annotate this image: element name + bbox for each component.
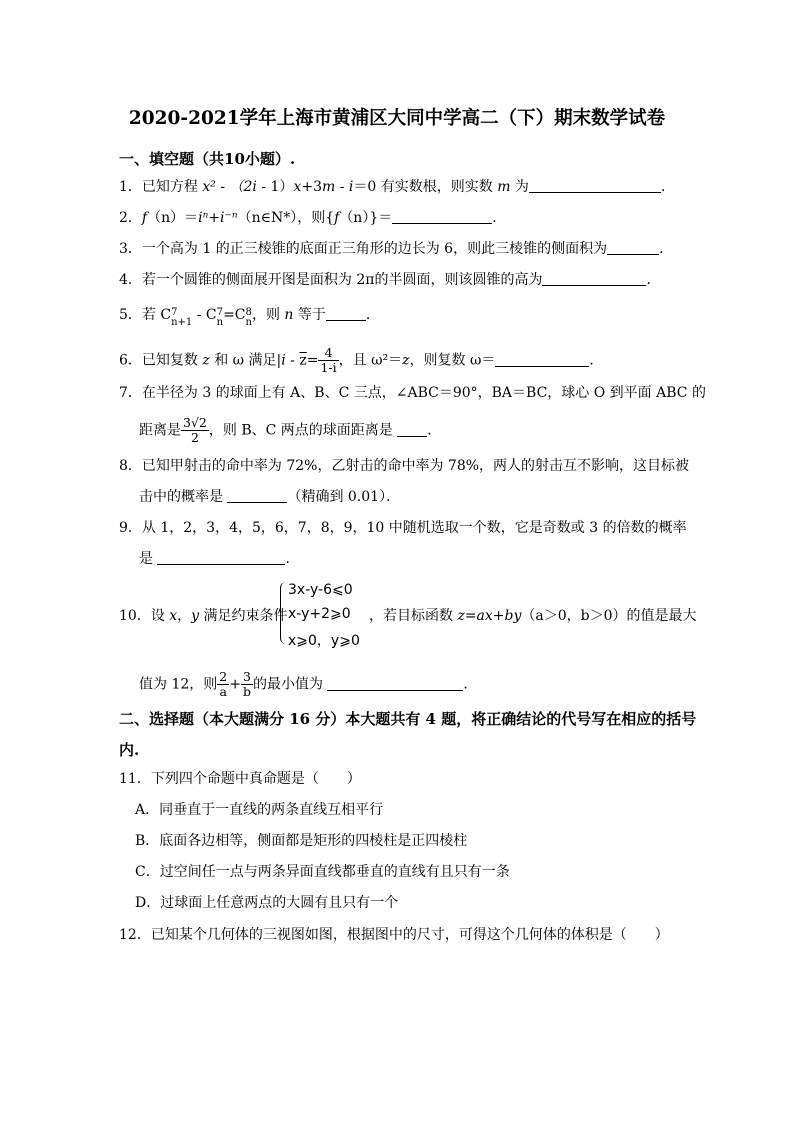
question-12-stem: 12．已知某个几何体的三视图如图，根据图中的尺寸，可得这个几何体的体积是（ ） <box>119 927 669 943</box>
section-1-heading: 一、填空题（共10小题）. <box>119 150 296 168</box>
question-11-option-c[interactable]: C．过空间任一点与两条异面直线都垂直的直线有且只有一条 <box>135 864 510 880</box>
answer-blank-7[interactable] <box>397 422 427 437</box>
question-5: 5．若 C 7 n+1 - C 7 n =C 8 n ，则 n 等于 ． <box>119 307 380 328</box>
fraction-3sqrt2-over-2: $\frac{3√2}{2}$ <box>183 415 207 445</box>
question-10-line-1: 10．设 x，y 满足约束条件 <box>119 608 288 624</box>
question-11-option-d[interactable]: D．过球面上任意两点的大圆有且只有一个 <box>135 895 399 911</box>
section-2-heading-line-1: 二、选择题（本大题满分 16 分）本大题共有 4 题，将正确结论的代号写在相应的括号 <box>119 710 697 728</box>
question-11-option-b[interactable]: B．底面各边相等，侧面都是矩形的四棱柱是正四棱柱 <box>135 833 468 849</box>
question-10-line-1-tail: ，若目标函数 z=ax+by（a＞0，b＞0）的值是最大 <box>369 608 697 624</box>
question-1: 1．已知方程 x² - （2i - 1）x+3m - i＝0 有实数根，则实数 m 为 ． <box>119 179 675 195</box>
question-3: 3．一个高为 1 的正三棱锥的底面正三角形的边长为 6，则此三棱锥的侧面积为 ． <box>119 241 674 257</box>
question-11-option-a[interactable]: A．同垂直于一直线的两条直线互相平行 <box>135 802 384 818</box>
question-7-line-2: 距离是 $\frac{3√2}{2}$ ，则 B、C 两点的球面距离是 ． <box>139 415 442 445</box>
question-2: 2．f（n）＝iⁿ+i⁻ⁿ（n∈N*），则{f（n）}＝ ． <box>119 210 507 226</box>
answer-blank-1[interactable] <box>529 178 661 193</box>
constraint-1: 3x-y-6⩽0 <box>288 582 353 598</box>
question-4: 4．若一个圆锥的侧面展开图是面积为 2π的半圆面，则该圆锥的高为 ． <box>119 272 661 288</box>
question-10-line-2: 值为 12，则 $\frac{2}{a}$ + $\frac{3}{b}$ 的最小值为 ． <box>139 669 478 699</box>
question-6: 6．已知复数 z 和 ω 满足$|i - \overline{z}=$ $\frac{4}{1-i}$ ，且 ω²＝z，则复数 ω＝ ． <box>119 345 604 375</box>
question-11-stem: 11．下列四个命题中真命题是（ ） <box>119 771 361 787</box>
fraction-3-over-b: $\frac{3}{b}$ <box>242 669 251 699</box>
question-7-line-1: 7．在半径为 3 的球面上有 A、B、C 三点，∠ABC＝90°，BA＝BC，球心 O 到平面 ABC 的 <box>119 385 706 401</box>
constraint-3: x⩾0，y⩾0 <box>288 633 360 649</box>
answer-blank-10[interactable] <box>327 676 463 691</box>
answer-blank-3[interactable] <box>607 240 659 255</box>
answer-blank-4[interactable] <box>542 271 646 286</box>
answer-blank-2[interactable] <box>392 209 492 224</box>
fraction-2-over-a: $\frac{2}{a}$ <box>219 669 228 699</box>
section-2-heading-line-2: 内. <box>119 741 140 759</box>
answer-blank-8[interactable] <box>227 488 287 503</box>
question-8-line-1: 8．已知甲射击的命中率为 72%，乙射击的命中率为 78%，两人的射击互不影响，这目标被 <box>119 458 690 474</box>
left-brace-icon <box>280 582 288 644</box>
question-9-line-2: 是 ． <box>139 551 300 567</box>
answer-blank-5[interactable] <box>326 306 366 321</box>
question-9-line-1: 9．从 1，2，3，4，5，6，7，8，9，10 中随机选取一个数，它是奇数或 3 的倍数的概率 <box>119 520 687 536</box>
answer-blank-6[interactable] <box>495 352 589 367</box>
constraint-2: x-y+2⩾0 <box>288 606 351 622</box>
fraction-4-over-1-i: $\frac{4}{1-i}$ <box>320 345 337 375</box>
answer-blank-9[interactable] <box>157 550 285 565</box>
question-8-line-2: 击中的概率是 （精确到 0.01）． <box>139 489 401 505</box>
exam-title: 2020-2021学年上海市黄浦区大同中学高二（下）期末数学试卷 <box>128 108 666 129</box>
